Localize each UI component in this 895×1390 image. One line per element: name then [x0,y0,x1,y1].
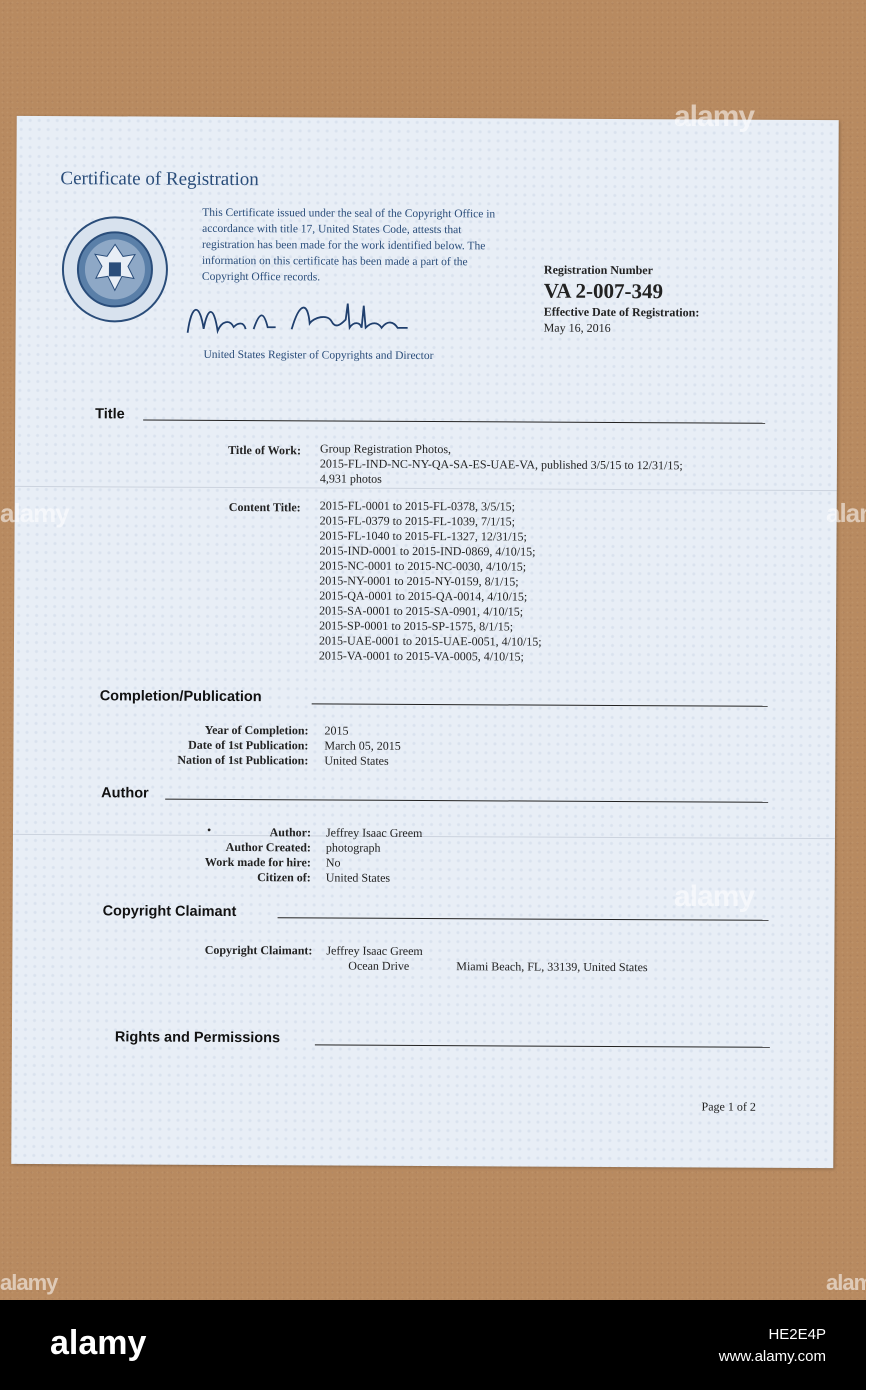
author-created-label: Author Created: [225,839,311,855]
nation-of-publication-value: United States [324,753,389,768]
image-id: HE2E4P [768,1326,826,1343]
title-of-work-line: 4,931 photos [319,471,382,486]
section-heading-claimant: Copyright Claimant [102,903,237,921]
content-title-item: 2015-SP-0001 to 2015-SP-1575, 8/1/15; [319,618,514,634]
certificate-title: Certificate of Registration [60,168,259,191]
copyright-office-seal-icon [60,214,171,325]
author-created-value: photograph [325,840,381,855]
content-title-item: 2015-FL-0001 to 2015-FL-0378, 3/5/15; [319,498,516,514]
site-url: www.alamy.com [718,1348,826,1365]
watermark: alamy [674,880,755,913]
section-rule [165,799,768,803]
footer-info [719,1324,826,1368]
section-rule [315,1044,770,1047]
content-title-item: 2015-IND-0001 to 2015-IND-0869, 4/10/15; [319,543,536,559]
title-of-work-line: 2015-FL-IND-NC-NY-QA-SA-ES-UAE-VA, published 3/5/15 to 12/31/15; [319,456,683,473]
title-of-work-line: Group Registration Photos, [319,441,452,457]
section-heading-rights: Rights and Permissions [114,1029,281,1047]
content-title-item: 2015-NY-0001 to 2015-NY-0159, 8/1/15; [319,573,519,589]
author-label: Author: [269,825,312,840]
nation-of-publication-label: Nation of 1st Publication: [177,752,309,768]
registration-number-label: Registration Number [543,262,653,278]
effective-date-label: Effective Date of Registration: [543,304,700,320]
watermark: alamy [0,1270,58,1295]
content-title-label: Content Title: [228,499,301,515]
stock-footer-bar [0,1300,866,1390]
author-value: Jeffrey Isaac Greem [325,825,423,840]
title-of-work-value [320,441,760,488]
director-signature [182,293,452,344]
section-rule [278,917,769,921]
work-for-hire-label: Work made for hire: [204,854,311,870]
citizen-of-value: United States [325,870,391,885]
claimant-city: Miami Beach, FL, 33139, United States [456,959,648,975]
content-title-item: 2015-FL-0379 to 2015-FL-1039, 7/1/15; [319,513,515,529]
claimant-street: Ocean Drive [348,958,410,973]
claimant-name: Jeffrey Isaac Greem [326,943,423,958]
certificate-intro-text: This Certificate issued under the seal of the Copyright Office in accordance with title 17, United States Code, attests that registration has been made for the work identified below. The information on this certificate has been made a part of the Copyright Office records. [201,206,496,284]
watermark: alamy [826,498,895,528]
register-of-copyrights-line: United States Register of Copyrights and Director [203,348,434,363]
watermark: alamy [0,498,69,528]
title-of-work-label: Title of Work: [228,442,302,458]
content-title-item: 2015-NC-0001 to 2015-NC-0030, 4/10/15; [319,558,527,574]
section-rule [143,420,765,424]
first-publication-label: Date of 1st Publication: [188,737,309,753]
effective-date: May 16, 2016 [543,320,611,335]
content-title-item: 2015-FL-1040 to 2015-FL-1327, 12/31/15; [319,528,527,544]
first-publication-value: March 05, 2015 [324,738,401,753]
author-bullet: • [206,822,212,837]
content-title-item: 2015-UAE-0001 to 2015-UAE-0051, 4/10/15; [318,633,542,649]
content-title-list [319,498,760,665]
alamy-logo: alamy [50,1324,147,1362]
section-heading-author: Author [101,785,149,802]
section-rule [312,703,768,706]
registration-number: VA 2-007-349 [543,278,664,304]
year-of-completion-label: Year of Completion: [204,722,309,738]
content-title-item: 2015-VA-0001 to 2015-VA-0005, 4/10/15; [318,648,524,664]
section-heading-completion: Completion/Publication [99,688,262,706]
citizen-of-label: Citizen of: [257,870,311,885]
content-title-item: 2015-SA-0001 to 2015-SA-0901, 4/10/15; [319,603,524,619]
watermark: alamy [674,100,755,133]
content-title-item: 2015-QA-0001 to 2015-QA-0014, 4/10/15; [319,588,528,604]
watermark: alamy [826,1270,884,1295]
work-for-hire-value: No [325,855,341,870]
year-of-completion-value: 2015 [324,723,349,738]
certificate-document [11,116,838,1168]
page-number: Page 1 of 2 [701,1099,756,1114]
claimant-label: Copyright Claimant: [204,942,313,958]
section-heading-title: Title [95,406,125,423]
